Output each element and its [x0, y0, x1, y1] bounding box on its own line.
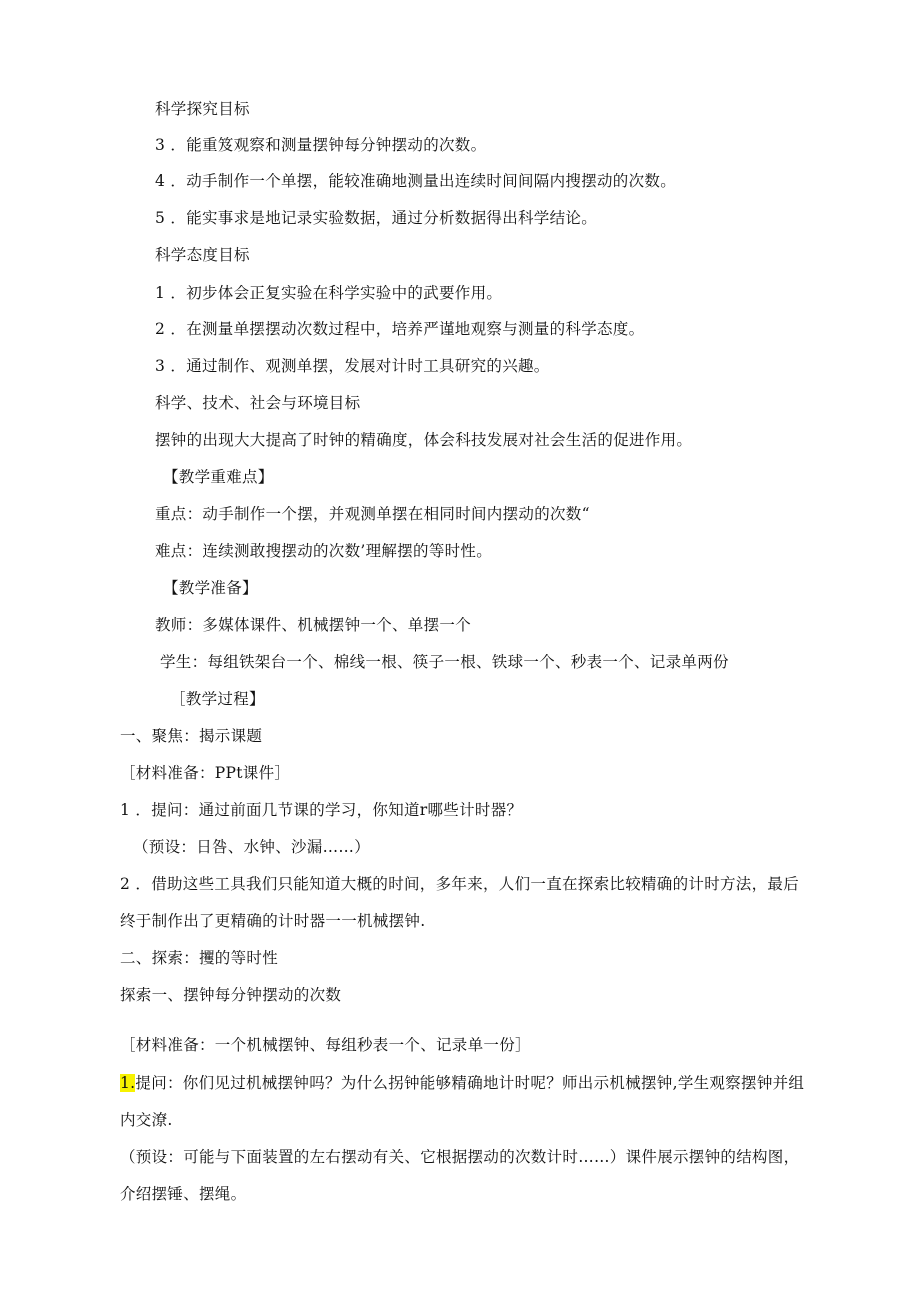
list-item-text: 提问：你们见过机械摆钟吗？为什么拐钟能够精确地计时呢？师出示机械摆钟,学生观察摆钟并组: [135, 1074, 805, 1092]
section-heading-process: ［教学过程】: [170, 690, 265, 708]
section-heading-preparation: 【教学准备】: [163, 579, 258, 597]
paragraph: （预设：可能与下面装置的左右摆动有关、它根据摆动的次数计时……）课件展示摆钟的结构图，: [120, 1148, 800, 1166]
paragraph: 介绍摆锤、摆绳。: [120, 1185, 247, 1203]
paragraph: 重点：动手制作一个摆，并观测单摆在相同时间内摆动的次数“: [155, 505, 590, 523]
list-item: 2 ．借助这些工具我们只能知道大概的时间，多年来，人们一直在探索比较精确的计时方法，最后: [120, 875, 799, 893]
section-heading-key-points: 【教学重难点】: [163, 468, 274, 486]
paragraph: 内交潦.: [120, 1111, 173, 1129]
list-item: 3 ．通过制作、观测单摆，发展对计时工具研究的兴趣。: [155, 357, 550, 375]
subsection-heading: 一、聚焦：揭示课题: [120, 727, 263, 745]
paragraph: 终于制作出了更精确的计时器一一机械摆钟.: [120, 912, 426, 930]
section-heading-attitude-goals: 科学态度目标: [155, 246, 250, 264]
paragraph: 学生：每组铁架台一个、棉线一根、筷子一根、铁球一个、秒表一个、记录单两份: [160, 653, 729, 671]
list-item: 1 ．初步体会正复实验在科学实验中的武要作用。: [155, 284, 503, 302]
paragraph: （预设：日咎、水钟、沙漏……）: [133, 838, 371, 856]
list-item: 2 ．在测量单摆摆动次数过程中，培养严谨地观察与测量的科学态度。: [155, 320, 645, 338]
paragraph: 难点：连续测敢搜摆动的次数’理解摆的等时性。: [155, 542, 493, 560]
paragraph: ［材料准备：一个机械摆钟、每组秒表一个、记录单一份］: [120, 1036, 531, 1054]
list-item: 5 ．能实事求是地记录实验数据，通过分析数据得出科学结论。: [155, 209, 597, 227]
paragraph: 摆钟的出现大大提高了时钟的精确度，体会科技发展对社会生活的促进作用。: [155, 431, 693, 449]
subsection-heading: 二、探索：攫的等时性: [120, 949, 279, 967]
subsection-heading: 探索一、摆钟每分钟摆动的次数: [120, 986, 342, 1004]
list-item: [120, 1072, 804, 1094]
paragraph: 教师：多媒体课件、机械摆钟一个、单摆一个: [155, 616, 472, 634]
paragraph: ［材料准备：PPt课件］: [120, 764, 291, 782]
section-heading-sts-goals: 科学、技术、社会与环境目标: [155, 394, 361, 412]
list-item: 1 ．提问：通过前面几节课的学习，你知道r哪些计时器？: [120, 801, 523, 819]
highlighted-number: 1.: [120, 1074, 136, 1092]
list-item: 3 ．能重笈观察和测量摆钟每分钟摆动的次数。: [155, 136, 487, 154]
section-heading-inquiry-goals: 科学探究目标: [155, 100, 250, 118]
list-item: 4 ．动手制作一个单摆，能较准确地测量出连续时间间隔内搜摆动的次数。: [155, 172, 676, 190]
